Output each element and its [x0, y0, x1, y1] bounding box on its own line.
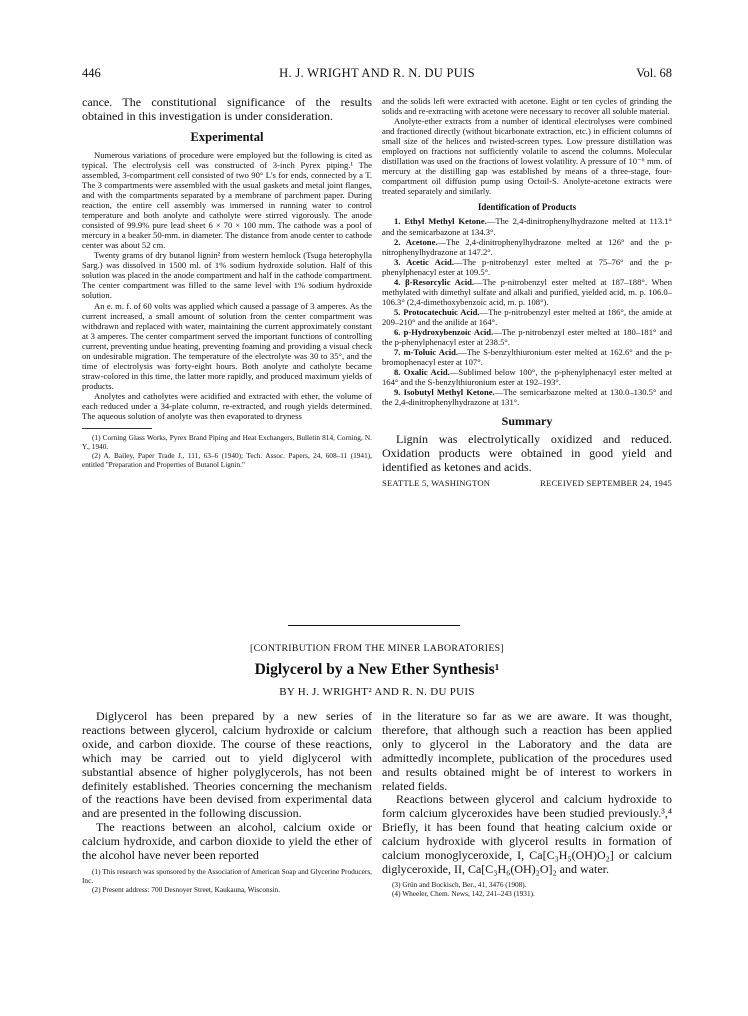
article-footnote-4: (4) Wheeler, Chem. News, 142, 241–243 (1931). — [392, 888, 535, 898]
product-item — [382, 216, 672, 236]
left-column — [82, 96, 372, 469]
footnote-1: (1) Corning Glass Works, Pyrex Brand Piping and Heat Exchangers, Bulletin 814, Corning, N. Y., 1940. — [82, 433, 372, 452]
right-paragraph-1: and the solids left were extracted with acetone. Eight or ten cycles of grinding the solids and re-extracting with acetone were necessary to recover all soluble material. — [382, 96, 672, 117]
product-item — [382, 257, 672, 277]
location-label: SEATTLE 5, WASHINGTON — [382, 478, 491, 489]
product-label: 3. Acetic Acid. — [394, 256, 454, 267]
product-item — [382, 277, 672, 307]
article-paragraph-1: Diglycerol has been prepared by a new series of reactions between glycerol, calcium hydroxide or calcium oxide, and carbon dioxide. The course of these reactions, which may be carried out to yield diglycerol with substantial absence of higher polyglycerols, has not been definitely established. Theories concerning the mechanism of the reactions have been devised from experimental data and are presented in the following discussion. — [82, 709, 372, 821]
product-item — [382, 237, 672, 257]
experimental-paragraph-4: Anolytes and catholytes were acidified and extracted with ether, the volume of each reduced under a 34-plate column, re-extracted, and rough yields determined. The aqueous solution of anolyte was then evaporated to dryness — [82, 390, 372, 422]
product-label: 9. Isobutyl Methyl Ketone. — [394, 387, 495, 398]
product-text: —The semicarbazone melted at 130.0–130.5° and the 2,4-dinitrophenylhydrazone at 131°. — [382, 387, 672, 408]
article-paragraph-4: Reactions between glycerol and calcium hydroxide to form calcium glyceroxides have been studied previously.³,⁴ Briefly, it has been found that heating calcium oxide or calcium hydroxide with glycerol results in formation of calcium monoglyceroxide, I, Ca[C₃H₅(OH)O₂] or calcium diglyceroxide, II, Ca[C₃H₆(OH)₂O]₂ and water. — [382, 792, 672, 876]
product-text: —The p-nitrobenzyl ester melted at 186°, the amide at 209–210° and the anilide at 164°. — [382, 306, 672, 327]
product-label: 2. Acetone. — [394, 236, 438, 247]
article-footnote-3: (3) Grün and Bockisch, Ber., 41, 3476 (1908). — [392, 879, 527, 889]
product-label: 5. Protocatechuic Acid. — [394, 306, 480, 317]
page-number: 446 — [82, 66, 101, 80]
product-label: 6. p-Hydroxybenzoic Acid. — [394, 326, 494, 337]
volume-label: Vol. 68 — [636, 66, 672, 80]
article-left-column — [82, 710, 372, 894]
summary-paragraph: Lignin was electrolytically oxidized and reduced. Oxidation products were obtained in good yield and identified as ketones and acids. — [382, 432, 672, 475]
article-authors: BY H. J. WRIGHT² AND R. N. DU PUIS — [279, 686, 475, 698]
experimental-paragraph-1: Numerous variations of procedure were employed but the following is cited as typical. The electrolysis cell was constructed of 3-inch Pyrex piping.¹ The assembled, 3-compartment cell consisted of two 90° L's for ends, connected by a T. The 3 compartments were assembled with the usual gaskets and metal joint flanges, and with the compartments separated by a membrane of parchment paper. During reaction, the entire cell assembly was immersed in running water to control temperature and both anolyte and catholyte were stirred vigorously. The anode consisted of 99.9% pure lead sheet 6 × 70 × 100 mm. The cathode was a pool of mercury in a beaker 50-mm. in diameter. The distance from anode center to cathode center was about 52 cm. — [82, 149, 372, 251]
article-title: Diglycerol by a New Ether Synthesis¹ — [254, 661, 500, 678]
article-paragraph-2: The reactions between an alcohol, calcium oxide or calcium hydroxide, and carbon dioxide to yield the ether of the alcohol have never been reported — [82, 820, 372, 863]
right-column — [382, 96, 672, 488]
product-item — [382, 307, 672, 327]
intro-paragraph: cance. The constitutional significance of the results obtained in this investigation is under consideration. — [82, 95, 372, 123]
product-label: 7. m-Toluic Acid. — [394, 347, 459, 358]
product-item — [382, 347, 672, 367]
running-title: H. J. WRIGHT AND R. N. DU PUIS — [279, 66, 475, 80]
product-item — [382, 387, 672, 407]
product-text: —The p-nitrobenzyl ester melted at 187–188°. When methylated with dimethyl sulfate and alkali and purified, yielded acid, m. p. 106.0–106.3° (2,4-dimethoxybenzoic acid, m. p. 108°). — [382, 276, 672, 307]
product-item — [382, 327, 672, 347]
product-text: —The 2,4-dinitrophenylhydrazone melted at 126° and the p-nitrophenylhydrazone at 147.2°. — [382, 236, 673, 257]
experimental-paragraph-2: Twenty grams of dry butanol lignin² from western hemlock (Tsuga heterophylla Sarg.) was dissolved in 1500 ml. of 1% sodium hydroxide solution. Half of this solution was placed in the anode compartment and half in the cathode compartment. The center compartment was filled to the same level with 1% sodium hydroxide solution. — [82, 250, 372, 301]
article-footnote-2: (2) Present address: 700 Desnoyer Street, Kaukauna, Wisconsin. — [92, 884, 281, 894]
product-text: —Sublimed below 100°, the p-phenylphenacyl ester melted at 164° and the S-benzylthiuronium ester at 192–193°. — [382, 367, 672, 388]
article-right-column — [382, 710, 672, 898]
product-text: —The S-benzylthiuronium ester melted at 162.6° and the p-bromophenacyl ester at 107°. — [382, 347, 673, 368]
article-footnote-1: (1) This research was sponsored by the Association of American Soap and Glycerine Producers, Inc. — [82, 866, 372, 885]
footnote-2: (2) A. Bailey, Paper Trade J., 111, 63–6 (1940); Tech. Assoc. Papers, 24, 608–11 (1941), entitled "Preparation and Properties of Butanol Lignin." — [82, 451, 372, 470]
article-paragraph-3: in the literature so far as we are aware. It was thought, therefore, that although such a reaction has been applied only to glycerol in the Laboratory and the data are admittedly incomplete, publication of the procedures used and results obtained might be of interest to workers in related fields. — [382, 709, 672, 793]
summary-heading: Summary — [501, 414, 553, 429]
footnote-rule — [82, 428, 152, 429]
experimental-heading: Experimental — [190, 129, 264, 144]
product-text: —The p-nitrobenzyl ester melted at 75–76° and the p-phenylphenacyl ester at 109.5°. — [382, 256, 673, 277]
received-date: RECEIVED SEPTEMBER 24, 1945 — [540, 478, 672, 489]
product-label: 4. β-Resorcylic Acid. — [394, 276, 475, 287]
right-paragraph-2: Anolyte-ether extracts from a number of identical electrolyses were combined and fractioned directly (without bicarbonate extraction, etc.) in efficient columns of small size of the helices and twisted-screen types. Low pressure distillation was employed on fractions not sufficiently volatile to ascend the columns. Molecular distillation was used on the fractions of lowest volatility. A pressure of 10⁻⁶ mm. of mercury at the distilling gap was established by means of a three-stage, four-compartment oil diffusion pump using Octoil-S. Anolyte-acetone extracts were treated separately and similarly. — [382, 116, 672, 197]
received-line — [382, 478, 672, 488]
contribution-line: [CONTRIBUTION FROM THE MINER LABORATORIES] — [250, 643, 504, 654]
identification-heading: Identification of Products — [477, 202, 577, 213]
product-label: 8. Oxalic Acid. — [394, 367, 450, 378]
article-divider — [288, 625, 460, 626]
product-item — [382, 367, 672, 387]
running-header — [82, 66, 672, 82]
product-text: —The 2,4-dinitrophenylhydrazone melted at 113.1° and the semicarbazone at 134.3°. — [382, 216, 672, 237]
product-text: —The p-nitrobenzyl ester melted at 180–181° and the p-phenylphenacyl ester at 238.5°. — [382, 326, 672, 348]
product-label: 1. Ethyl Methyl Ketone. — [394, 216, 487, 227]
experimental-paragraph-3: An e. m. f. of 60 volts was applied which caused a passage of 3 amperes. As the current increased, a small amount of solution from the center compartment was withdrawn and replaced with water, maintaining the current approximately constant at 3 amperes. The center compartment served the important functions of controlling current, preventing undue heating, preventing foaming and providing a visual check on undesirable migration. The temperature of the electrolyte was 30 to 35°, and the time of electrolysis was forty-eight hours. Both anolyte and catholyte became straw-colored in this time, the latter more rapidly, and produced maximum yields of products. — [82, 300, 372, 391]
